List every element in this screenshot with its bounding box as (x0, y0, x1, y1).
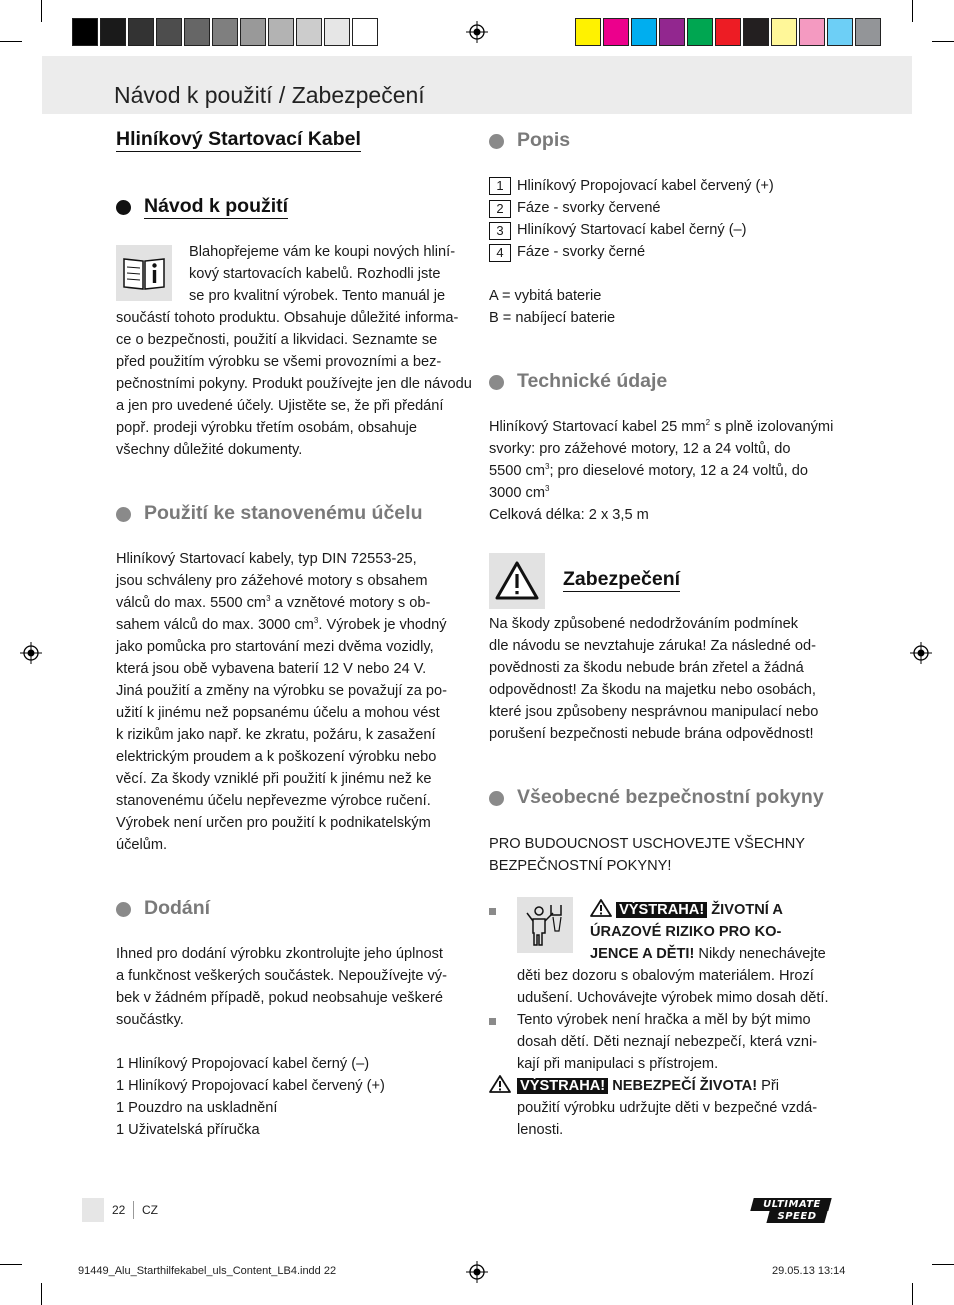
intro-paragraph (116, 307, 472, 461)
text-line: Výrobek není určen pro použití k podnikatelským (116, 815, 431, 831)
text-line: kají při manipulaci s přístrojem. (517, 1056, 719, 1072)
text-line: Hliníkový Startovací kabely, typ DIN 72553-25, (116, 551, 417, 567)
child-hazard-icon (517, 897, 573, 953)
safety-heading: Zabezpečení (563, 568, 681, 590)
color-swatch (771, 18, 797, 46)
keep-instructions-note (489, 833, 805, 877)
text-line: PRO BUDOUCNOST USCHOVEJTE VŠECHNY (489, 836, 805, 852)
text-line: před použitím výrobku se všemi provozními a bez- (116, 354, 442, 370)
color-swatch (72, 18, 98, 46)
text-line: odpovědnost! Za škodu na majetku nebo osobách, (489, 682, 816, 698)
file-info: 91449_Alu_Starthilfekabel_uls_Content_LB4.indd 22 (78, 1265, 337, 1277)
text-line: všechny důležité dokumenty. (116, 442, 303, 458)
warning-triangle-icon (590, 899, 612, 917)
section-bullet-icon (116, 902, 131, 917)
text-line: Hliníkový Startovací kabel 25 $mm^2$ s plně izolovanými (489, 418, 834, 435)
text-line: pečnostními pokyny. Produkt používejte jen dle návodu (116, 376, 472, 392)
product-title: Hliníkový Startovací Kabel (116, 128, 361, 150)
text-line: Celková délka: 2 x 3,5 m (489, 507, 649, 523)
registration-mark-icon (910, 642, 932, 664)
list-item: 1 Uživatelská příručka (116, 1122, 260, 1138)
section-bullet-icon (116, 507, 131, 522)
text-line: válců do max. 5500 $cm^3$ a vznětové motory s ob- (116, 594, 431, 611)
section-bullet-icon (116, 200, 131, 215)
text-line: porušení bezpečnosti nebude brána odpovědnost! (489, 726, 814, 742)
text-line: Ihned pro dodání výrobku zkontrolujte jeho úplnost (116, 946, 443, 962)
text-line: sahem válců do max. 3000 $cm^3$. Výrobek je vhodný (116, 616, 447, 633)
page-title: Návod k použití / Zabezpečení (114, 82, 425, 108)
text-line: děti bez dozoru s obalovým materiálem. Hrozí (517, 968, 814, 984)
list-item: 1 Pouzdro na uskladnění (116, 1100, 278, 1116)
page-number-tab (82, 1198, 104, 1222)
color-swatch (715, 18, 741, 46)
list-item: 1 Hliníkový Propojovací kabel červený (+) (116, 1078, 385, 1094)
warning-child-hazard-line: VÝSTRAHA! ŽIVOTNÍ A (590, 899, 783, 921)
text-line: součástky. (116, 1012, 184, 1028)
color-swatch (268, 18, 294, 46)
tech-heading: Technické údaje (517, 370, 668, 392)
color-swatch (575, 18, 601, 46)
page-number: 22 (112, 1203, 126, 1217)
section-bullet-icon (489, 134, 504, 149)
text-line: užití k jinému než popsanému účelu a mohou vést (116, 705, 440, 721)
text-line: Jiná použití a změny na výrobku se považují za po- (116, 683, 447, 699)
text-line: k rizikům jako např. ke zkratu, požáru, k zasažení (116, 727, 436, 743)
color-swatch (855, 18, 881, 46)
text-line: která jsou obě vybavena baterií 12 V nebo 24 V. (116, 661, 427, 677)
text-line: dle návodu se nevztahuje záruka! Za následné od- (489, 638, 816, 654)
delivery-heading: Dodání (144, 897, 211, 919)
color-swatch (156, 18, 182, 46)
text-line: JENCE A DĚTI! Nikdy nenechávejte (590, 946, 826, 962)
part-number: 3 (489, 222, 511, 240)
registration-mark-icon (466, 1261, 488, 1283)
text-line: se pro kvalitní výrobek. Tento manuál je (189, 288, 446, 304)
list-bullet-icon (489, 908, 496, 915)
warning-label: VÝSTRAHA! (616, 902, 707, 918)
text-line: popř. prodeji výrobku třetím osobám, obsahuje (116, 420, 417, 436)
text-line: a funkčnost veškerých součástek. Nepoužívejte vý- (116, 968, 447, 984)
text-line: A = vybitá baterie (489, 288, 602, 304)
general-safety-heading: Všeobecné bezpečnostní pokyny (517, 786, 824, 808)
registration-mark-icon (20, 642, 42, 664)
list-item: 1 Hliníkový Propojovací kabel černý (–) (116, 1056, 370, 1072)
warning-label: VÝSTRAHA! (517, 1078, 608, 1094)
registration-mark-icon (466, 21, 488, 43)
part-label: Fáze - svorky červené (517, 200, 661, 216)
text-line: kový startovacích kabelů. Rozhodli jste (189, 266, 441, 282)
description-heading: Popis (517, 129, 571, 151)
color-swatch (296, 18, 322, 46)
instructions-heading: Návod k použití (144, 195, 289, 217)
warning-child-hazard-text (517, 965, 829, 1009)
intended-use-paragraph (116, 548, 447, 856)
color-swatch (659, 18, 685, 46)
text-line: povědnosti za škodu nebude brán zřetel a žádná (489, 660, 804, 676)
section-bullet-icon (489, 375, 504, 390)
info-book-icon (116, 245, 172, 301)
section-bullet-icon (489, 791, 504, 806)
warning-danger-line: VÝSTRAHA! NEBEZPEČÍ ŽIVOTA! Při (517, 1075, 779, 1097)
text-line: věcí. Za škody vzniklé při použití k jinému než ke (116, 771, 432, 787)
intended-use-heading: Použití ke stanovenému účelu (144, 502, 423, 524)
ultimate-speed-logo: ULTIMATE SPEED (752, 1198, 834, 1226)
text-line: stanovenému účelu nepřevezme výrobce ručení. (116, 793, 431, 809)
color-swatch (799, 18, 825, 46)
text-line: 5500 $cm^3$; pro dieselové motory, 12 a 24 voltů, do (489, 462, 808, 479)
color-swatch (240, 18, 266, 46)
delivery-paragraph (116, 943, 447, 1031)
text-line: Blahopřejeme vám ke koupi nových hliní- (189, 244, 456, 260)
part-number: 1 (489, 177, 511, 195)
text-line: jako pomůcka pro startování mezi dvěma vozidly, (116, 639, 434, 655)
color-swatch (352, 18, 378, 46)
part-label: Hliníkový Startovací kabel černý (–) (517, 222, 747, 238)
delivery-item-list (116, 1053, 385, 1141)
text-line: účelům. (116, 837, 168, 853)
text-line: lenosti. (517, 1122, 564, 1138)
intro-paragraph-wrapped (189, 241, 455, 307)
not-a-toy-text (517, 1009, 817, 1075)
warning-danger-text (517, 1097, 817, 1141)
text-line: Na škody způsobené nedodržováním podmínek (489, 616, 799, 632)
part-label: Fáze - svorky černé (517, 244, 646, 260)
color-swatch (603, 18, 629, 46)
print-date-time: 29.05.13 13:14 (772, 1265, 846, 1277)
color-swatch (100, 18, 126, 46)
color-swatch (687, 18, 713, 46)
color-swatch (128, 18, 154, 46)
text-line: ÚRAZOVÉ RIZIKO PRO KO- (590, 924, 782, 940)
safety-paragraph (489, 613, 818, 745)
warning-triangle-icon (489, 1075, 511, 1093)
text-line: jsou schváleny pro zážehové motory s obsahem (116, 573, 428, 589)
part-label: Hliníkový Propojovací kabel červený (+) (517, 178, 774, 194)
tech-paragraph (489, 416, 833, 526)
text-line: svorky: pro zážehové motory, 12 a 24 voltů, do (489, 441, 791, 457)
text-line: a jen pro uvedené účely. Ujistěte se, že při předání (116, 398, 444, 414)
list-bullet-icon (489, 1018, 496, 1025)
text-line: elektrickým proudem a k poškození výrobku nebo (116, 749, 437, 765)
footer-divider (133, 1201, 134, 1219)
part-number: 4 (489, 244, 511, 262)
text-line: dosah dětí. Děti neznají nebezpečí, která vzni- (517, 1034, 818, 1050)
battery-legend (489, 285, 615, 329)
color-swatch (324, 18, 350, 46)
warning-triangle-icon (489, 553, 545, 609)
part-number: 2 (489, 200, 511, 218)
text-line: Tento výrobek není hračka a měl by být mimo (517, 1012, 811, 1028)
text-line: bek v žádném případě, pokud neobsahuje veškeré (116, 990, 443, 1006)
text-line: B = nabíjecí baterie (489, 310, 616, 326)
color-swatch (212, 18, 238, 46)
text-line: BEZPEČNOSTNÍ POKYNY! (489, 858, 672, 874)
text-line: 3000 $cm^3$ (489, 484, 550, 501)
text-line: které jsou způsobeny nesprávnou manipulací nebo (489, 704, 819, 720)
color-swatch (631, 18, 657, 46)
text-line: použití výrobku udržujte děti v bezpečné vzdá- (517, 1100, 818, 1116)
text-line: udušení. Uchovávejte výrobek mimo dosah dětí. (517, 990, 829, 1006)
text-line: součástí tohoto produktu. Obsahuje důležité informa- (116, 310, 459, 326)
text-line: ce o bezpečnosti, použití a likvidaci. Seznamte se (116, 332, 438, 348)
color-swatch (184, 18, 210, 46)
language-code: CZ (142, 1203, 158, 1217)
color-swatch (743, 18, 769, 46)
color-swatch (827, 18, 853, 46)
